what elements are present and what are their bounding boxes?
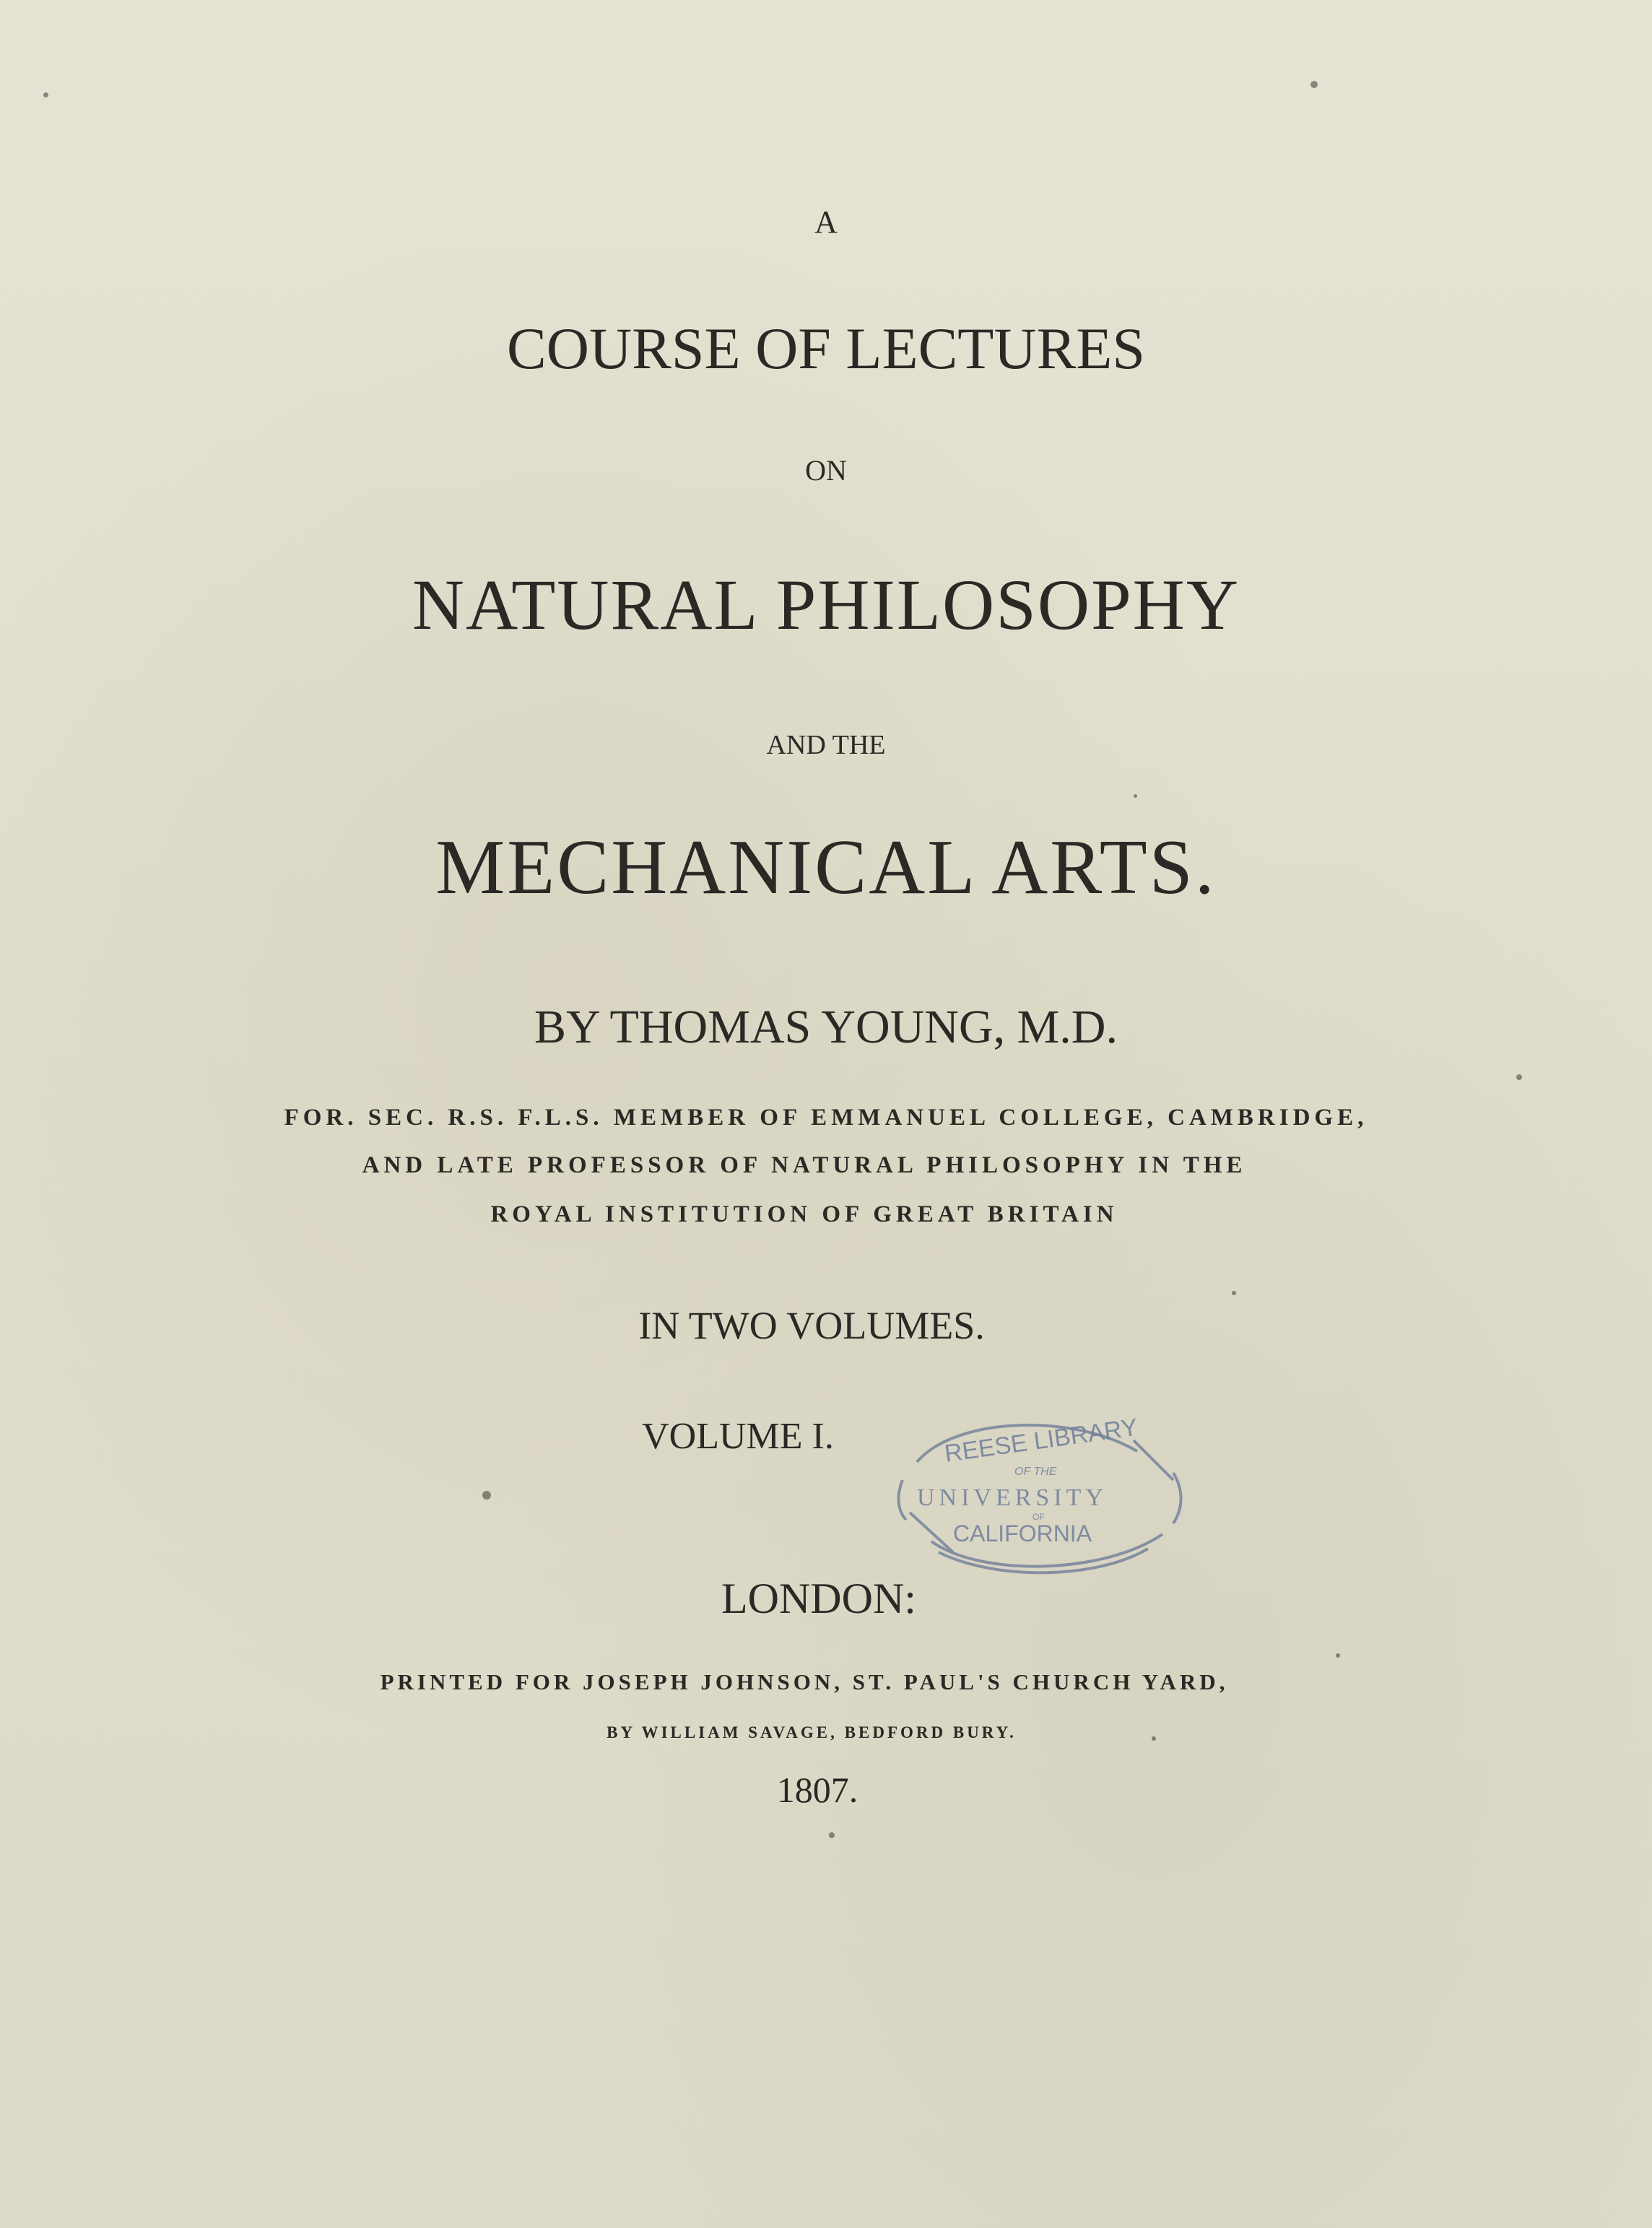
printer-line-1: PRINTED FOR JOSEPH JOHNSON, ST. PAUL'S CHURCH YARD, xyxy=(380,1669,1229,1694)
title-on: ON xyxy=(805,454,847,487)
stamp-of-text: OF xyxy=(1032,1512,1045,1522)
paper-speck xyxy=(1336,1653,1340,1658)
volumes-note: IN TWO VOLUMES. xyxy=(638,1304,985,1347)
imprint-year: 1807. xyxy=(776,1770,858,1810)
paper-speck xyxy=(1134,794,1137,798)
title-line-natural-philosophy: NATURAL PHILOSOPHY xyxy=(412,565,1240,645)
title-article: A xyxy=(814,204,838,240)
paper-speck xyxy=(43,92,48,97)
stamp-middle-text: UNIVERSITY xyxy=(917,1484,1108,1511)
credentials-line-3: ROYAL INSTITUTION OF GREAT BRITAIN xyxy=(490,1201,1118,1227)
stamp-bottom-text: CALIFORNIA xyxy=(953,1520,1092,1546)
paper-speck xyxy=(1232,1291,1236,1295)
author-line: BY THOMAS YOUNG, M.D. xyxy=(534,1001,1118,1053)
paper-speck xyxy=(1516,1074,1522,1080)
stamp-of-the-text: OF THE xyxy=(1014,1466,1057,1478)
title-line-course-of-lectures: COURSE OF LECTURES xyxy=(507,316,1145,381)
title-and-the: AND THE xyxy=(766,730,886,760)
library-stamp-graphic xyxy=(888,1411,1191,1578)
imprint-place: LONDON: xyxy=(721,1575,916,1622)
credentials-line-1: FOR. SEC. R.S. F.L.S. MEMBER OF EMMANUEL COLLEGE, CAMBRIDGE, xyxy=(284,1105,1368,1131)
credentials-line-2: AND LATE PROFESSOR OF NATURAL PHILOSOPHY IN THE xyxy=(362,1152,1247,1178)
stamp-top-text: REESE LIBRARY xyxy=(942,1413,1140,1468)
library-stamp xyxy=(888,1411,1191,1578)
volume-number: VOLUME I. xyxy=(642,1416,834,1457)
printer-line-2: BY WILLIAM SAVAGE, BEDFORD BURY. xyxy=(607,1723,1017,1741)
paper-speck xyxy=(1152,1736,1156,1741)
paper-speck xyxy=(829,1832,835,1838)
title-line-mechanical-arts: MECHANICAL ARTS. xyxy=(435,824,1217,910)
paper-speck xyxy=(1310,81,1318,88)
paper-speck xyxy=(482,1491,491,1500)
